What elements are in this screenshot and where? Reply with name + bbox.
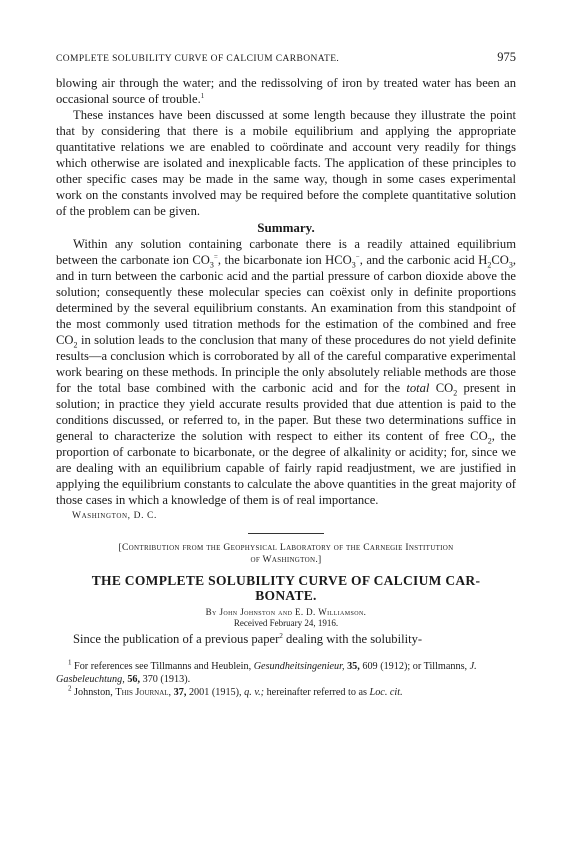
subscript: 3 (351, 260, 356, 270)
contribution-line: of Washington.] (250, 554, 322, 565)
footnote-ref: 1 (200, 91, 205, 100)
footnote-mark: 2 (68, 684, 72, 693)
footnote-text: 370 (1913). (140, 673, 191, 685)
emphasis-total: total (406, 381, 430, 395)
subscript: 2 (453, 388, 458, 398)
subscript: 2 (487, 260, 492, 270)
summary-text: present in solution; in practice they yield accurate results provided that due attention is paid to the conditions discussed, or referred to, in the paper. But these two determinations suffice in general to characterize the solution with respect to either its content of free CO (56, 381, 516, 443)
title-line: THE COMPLETE SOLUBILITY CURVE OF CALCIUM CAR- (91, 573, 481, 588)
volume: 56, (124, 673, 141, 685)
paragraph-text: blowing air through the water; and the redissolving of iron by treated water has been an occasional source of trouble. (56, 76, 516, 106)
superscript: − (355, 252, 360, 261)
summary-text: , and in turn between the carbonic acid and the partial pressure of carbon dioxide above the solution; consequently these molecular species can coëxist only in definite proportions determined by the several equilibrium constants. An examination from this standpoint of the most commonly used titration methods for the estimation of the combined and free CO (56, 253, 516, 347)
reference-abbrev: Loc. cit. (369, 686, 403, 698)
volume: 35, (344, 660, 360, 672)
journal-name: Gesundheitsingenieur, (253, 660, 345, 672)
footnote-ref: 2 (279, 631, 283, 640)
summary-text: , the bicarbonate ion HCO (217, 253, 352, 267)
journal-page (56, 50, 516, 699)
contribution-note (56, 542, 516, 566)
journal-name: This Journal, (115, 686, 172, 698)
subscript: 3 (508, 260, 513, 270)
summary-paragraph (56, 236, 516, 508)
summary-text: CO (429, 381, 454, 395)
contribution-line: [Contribution from the Geophysical Laboratory of the Carnegie Institution (118, 542, 454, 553)
subscript: 3 (209, 260, 214, 270)
section-divider (248, 533, 324, 534)
article-title (56, 573, 516, 603)
paragraph-continuation (56, 75, 516, 107)
subscript: 2 (487, 436, 492, 446)
summary-heading: Summary. (257, 220, 315, 235)
footnote-text: 2001 (1915), (186, 686, 245, 698)
journal-name: J. Gasbeleuchtung, (56, 660, 477, 685)
footnote-text: 609 (1912); or Tillmanns, (359, 660, 470, 672)
running-title: COMPLETE SOLUBILITY CURVE OF CALCIUM CARBONATE. (56, 54, 340, 64)
footnote-1 (56, 660, 516, 686)
intro-text: dealing with the solubility- (282, 632, 423, 646)
summary-text: CO (491, 253, 509, 267)
title-line: BONATE. (255, 588, 317, 603)
footnote-text: For references see Tillmanns and Heublein, (71, 660, 254, 672)
footnote-mark: 1 (68, 658, 72, 667)
article-body (56, 75, 516, 508)
paragraph-instances: These instances have been discussed at some length because they illustrate the point that by considering that there is a mobile equilibrium and applying the appropriate quantitative relations we are enabled to coördinate and account very readily for things which otherwise are isolated and inexplicable facts. The application of these principles to other specific cases may be made in the same way, though in some cases experimental work on the constants involved may be required before the complete quantitative solution of the problem can be given. (56, 108, 516, 218)
author-line: By John Johnston and E. D. Williamson. (205, 607, 367, 617)
subscript: 2 (73, 340, 78, 350)
footnote-text: hereinafter referred to as (264, 686, 370, 698)
intro-text: Since the publication of a previous paper (73, 632, 280, 646)
summary-text: in solution leads to the conclusion that many of these procedures do not yield definite results—a conclusion which is corroborated by all of the careful comparative experimental work bearing on these methods. In principle the only absolutely reliable methods are those for the total base combined with the carbonic acid and for the (56, 333, 516, 395)
received-date: Received February 24, 1916. (233, 618, 339, 628)
running-header (56, 50, 516, 65)
page-number: 975 (497, 50, 516, 64)
summary-text: Within any solution containing carbonate there is a readily attained equilibrium between the carbonate ion CO (56, 237, 516, 267)
footnotes (56, 660, 516, 699)
superscript: = (213, 252, 218, 261)
footnote-text: Johnston, (71, 686, 116, 698)
intro-paragraph (56, 631, 516, 647)
place-signature: Washington, D. C. (72, 511, 157, 521)
reference-abbrev: q. v.; (244, 686, 265, 698)
footnote-2 (56, 686, 516, 699)
summary-text: , and the carbonic acid H (359, 253, 488, 267)
volume: 37, (171, 686, 187, 698)
summary-text: , the proportion of carbonate to bicarbonate, or the degree of alkalinity or acidity; for, since we are dealing with an equilibrium capable of fairly rapid readjustment, we are justified in applying the equilibrium constants to calculate the above quantities in the great majority of those cases in which a knowledge of them is of real importance. (56, 429, 516, 507)
